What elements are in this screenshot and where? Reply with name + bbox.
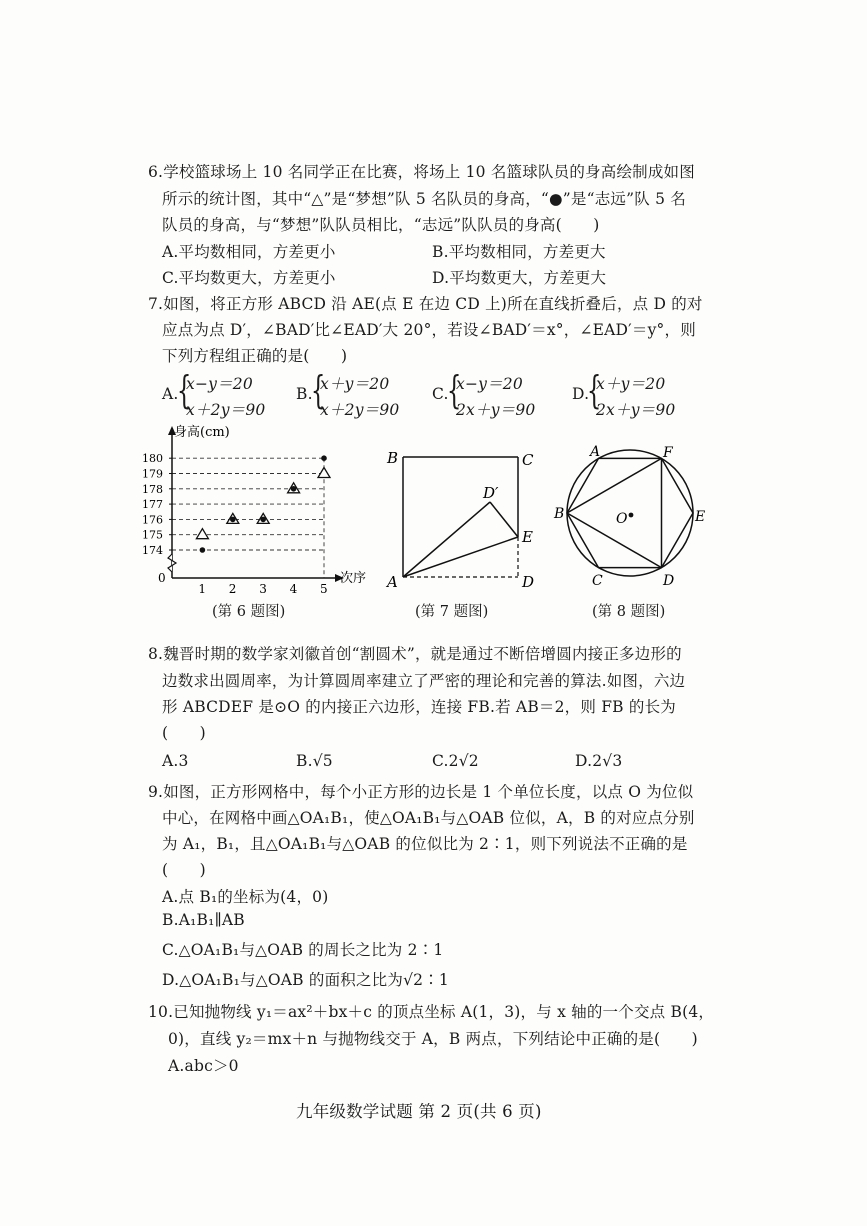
- q9-stem-line-3: 为 A₁，B₁，且△OA₁B₁与△OAB 的位似比为 2∶1，则下列说法不正确的是: [162, 835, 688, 853]
- q6-stem-line-1: 6.学校篮球场上 10 名同学正在比赛，将场上 10 名篮球队员的身高绘制成如图: [148, 163, 695, 181]
- q8-option-a: A.3: [162, 752, 189, 770]
- tick-label-y-174: 174: [142, 544, 163, 557]
- q9-option-a: A.点 B₁的坐标为(4，0): [162, 888, 329, 906]
- fig8-caption: (第 8 题图): [592, 604, 666, 620]
- tick-label-x-3: 3: [259, 582, 267, 596]
- q8-stem-line-1: 8.魏晋时期的数学家刘徽首创“割圆术”，就是通过不断倍增圆内接正多边形的: [148, 645, 682, 663]
- point-zhiyuan-5: [321, 455, 327, 461]
- label-c: C: [522, 451, 534, 469]
- label-d-prime: D′: [483, 484, 499, 502]
- tick-label-y-176: 176: [142, 513, 163, 527]
- q9-option-c: C.△OA₁B₁与△OAB 的周长之比为 2∶1: [162, 941, 444, 959]
- segment-bd: [567, 513, 662, 568]
- fig8-diagram: [550, 440, 720, 595]
- tick-label-x-4: 4: [289, 582, 298, 596]
- tick-label-x-5: 5: [320, 582, 328, 596]
- tick-label-x-1: 1: [198, 582, 207, 596]
- q9-stem-line-1: 9.如图，正方形网格中，每个小正方形的边长是 1 个单位长度，以点 O 为位似: [148, 783, 694, 801]
- tick-label-y-180: 180: [142, 452, 163, 466]
- segment-fb: [567, 458, 662, 513]
- brace-a: {: [176, 368, 192, 412]
- q7-stem-line-3: 下列方程组正确的是( ): [162, 347, 348, 365]
- label-c: C: [592, 573, 603, 589]
- tick-label-y-177: 177: [142, 498, 163, 512]
- q9-option-b: B.A₁B₁∥AB: [162, 911, 245, 929]
- brace-b: {: [310, 368, 326, 412]
- label-o: O: [616, 511, 628, 527]
- q6-option-b: B.平均数相同，方差更大: [432, 243, 606, 261]
- q8-stem-line-3: 形 ABCDEF 是⊙O 的内接正六边形，连接 FB.若 AB＝2，则 FB 的长为: [162, 698, 676, 716]
- tick-label-y-175: 175: [142, 528, 163, 542]
- q8-option-d: D.2√3: [575, 752, 623, 770]
- q10-option-a: A.abc＞0: [168, 1057, 239, 1075]
- q6-option-c: C.平均数更大，方差更小: [162, 269, 336, 287]
- q10-stem-line-1: 10.已知抛物线 y₁＝ax²＋bx＋c 的顶点坐标 A(1，3)，与 x 轴的一个交点 B(4，: [148, 1003, 715, 1021]
- origin-label: 0: [158, 571, 166, 585]
- point-zhiyuan-4: [291, 486, 297, 492]
- label-f: F: [663, 445, 673, 461]
- point-zhiyuan-3: [260, 517, 266, 523]
- point-mengxiang-5: [318, 468, 330, 478]
- y-axis-label: 身高(cm): [174, 425, 230, 440]
- q6-option-d: D.平均数更大，方差更大: [432, 269, 607, 287]
- q6-option-a: A.平均数相同，方差更小: [162, 243, 336, 261]
- q10-stem-line-2: 0)，直线 y₂＝mx＋n 与抛物线交于 A，B 两点，下列结论中正确的是( ): [168, 1030, 698, 1048]
- brace-d: {: [586, 368, 602, 412]
- brace-c: {: [446, 368, 462, 412]
- point-zhiyuan-2: [230, 517, 236, 523]
- q8-stem-line-2: 边数求出圆周率，为计算圆周率建立了严密的理论和完善的算法.如图，六边: [162, 672, 686, 690]
- segment-d-prime-e: [490, 502, 518, 537]
- label-b: B: [554, 506, 565, 522]
- q8-option-b: B.√5: [296, 752, 333, 770]
- label-d: D: [663, 573, 675, 589]
- segment-ad-prime: [403, 502, 490, 577]
- fig6-caption: (第 6 题图): [212, 604, 286, 620]
- q6-stem-line-3: 队员的身高，与“梦想”队队员相比，“志远”队队员的身高( ): [162, 216, 600, 234]
- label-e: E: [695, 509, 706, 525]
- tick-label-y-178: 178: [142, 482, 163, 496]
- q7-stem-line-1: 7.如图，将正方形 ABCD 沿 AE(点 E 在边 CD 上)所在直线折叠后，点 D 的对: [148, 295, 703, 313]
- tick-label-x-2: 2: [228, 582, 237, 596]
- fig7-caption: (第 7 题图): [415, 604, 489, 620]
- point-mengxiang-1: [196, 529, 208, 539]
- fold-line-ae: [403, 537, 518, 577]
- axis-break: [168, 554, 176, 572]
- x-axis-label: 次序: [340, 571, 367, 586]
- center-dot: [629, 513, 634, 518]
- q9-option-d: D.△OA₁B₁与△OAB 的面积之比为√2∶1: [162, 971, 449, 989]
- label-d: D: [522, 573, 535, 591]
- label-b: B: [387, 449, 399, 467]
- q8-option-c: C.2√2: [432, 752, 479, 770]
- q8-stem-line-4: ( ): [162, 724, 206, 742]
- q7-stem-line-2: 应点为点 D′，∠BAD′比∠EAD′大 20°，若设∠BAD′＝x°，∠EAD′＝y°，则: [162, 321, 696, 339]
- q9-stem-line-4: ( ): [162, 861, 206, 879]
- q6-stem-line-2: 所示的统计图，其中“△”是“梦想”队 5 名队员的身高，“●”是“志远”队 5 名: [162, 190, 686, 208]
- point-zhiyuan-1: [200, 547, 206, 553]
- q9-stem-line-2: 中心，在网格中画△OA₁B₁，使△OA₁B₁与△OAB 位似，A，B 的对应点分别: [162, 809, 695, 827]
- fig7-diagram: [385, 445, 535, 593]
- label-e: E: [522, 528, 533, 546]
- label-a: A: [590, 444, 601, 460]
- fig6-chart: [138, 418, 370, 596]
- page-footer: 九年级数学试题 第 2 页(共 6 页): [296, 1102, 542, 1121]
- tick-label-y-179: 179: [142, 467, 163, 481]
- label-a: A: [387, 573, 398, 591]
